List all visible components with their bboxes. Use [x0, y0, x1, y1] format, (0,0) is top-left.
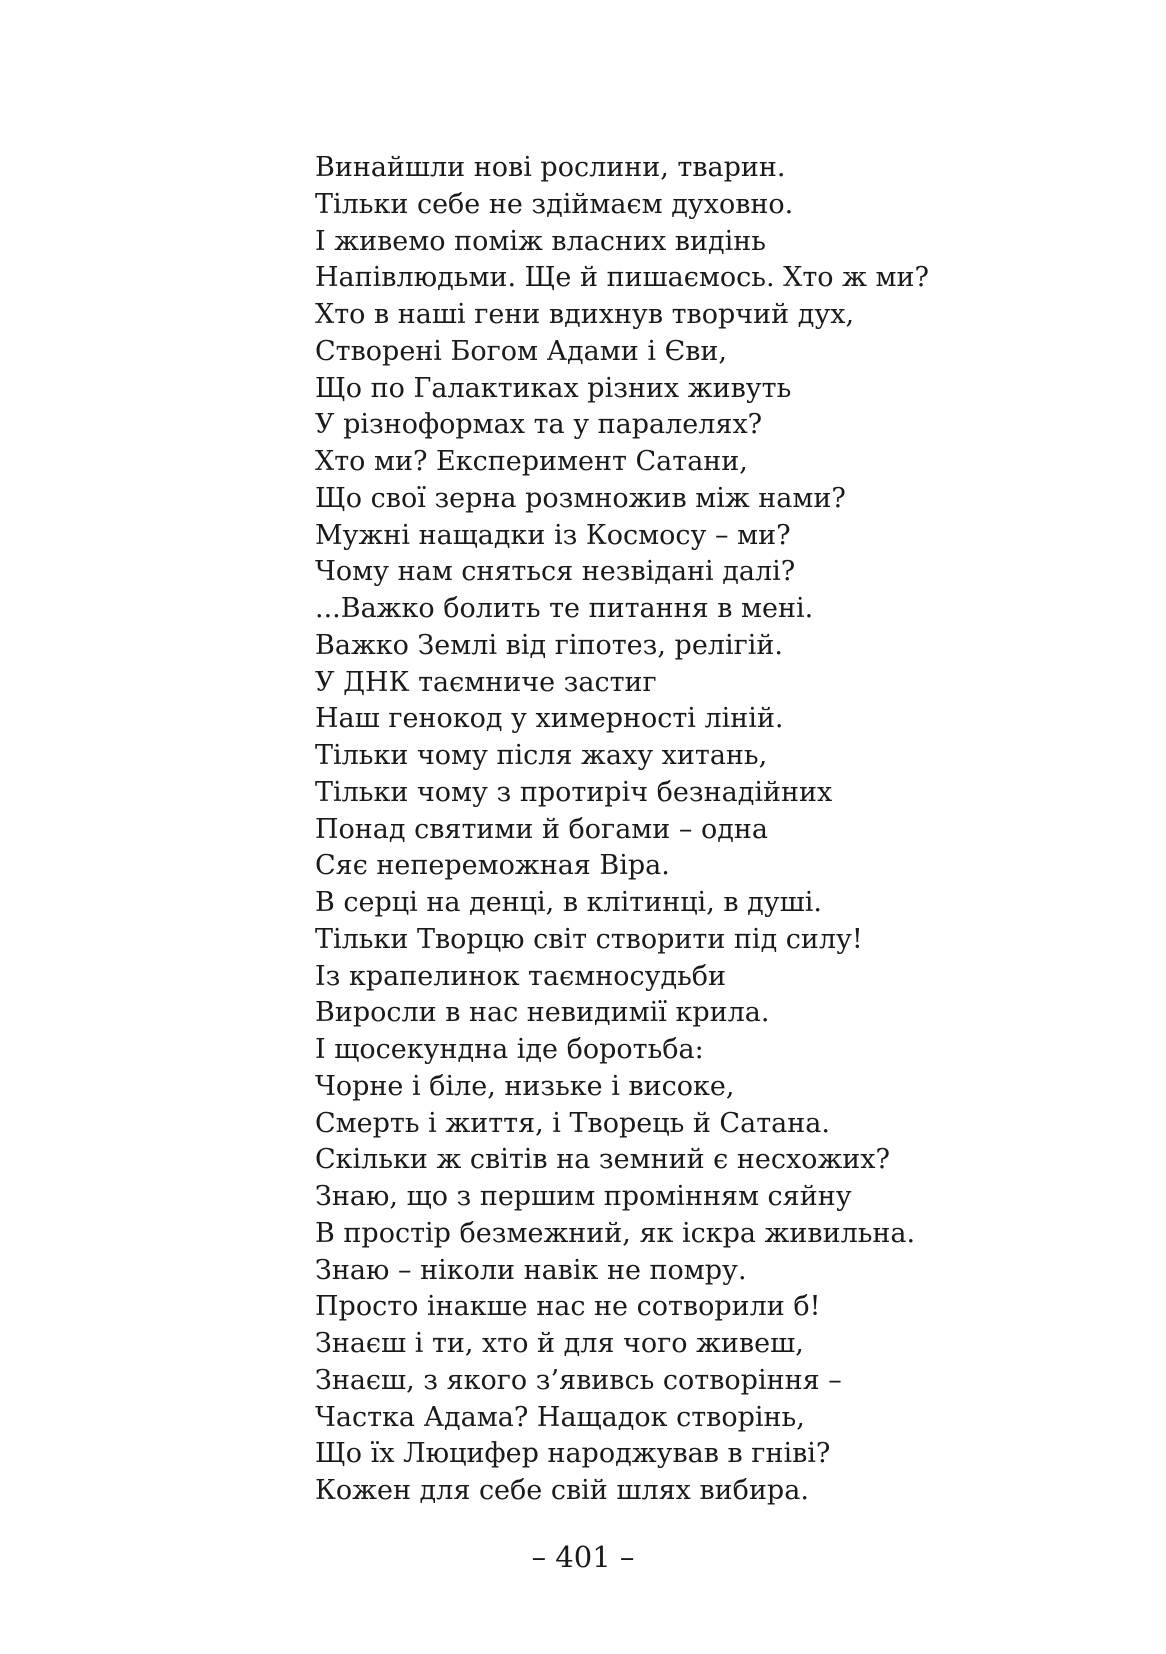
poem-line: Що їх Люцифер народжував в гніві? [315, 1438, 831, 1470]
poem-line: Тільки чому з протиріч безнадійних [315, 776, 833, 808]
poem-line: Важко Землі від гіпотез, релігій. [315, 629, 783, 661]
poem-line: І щосекундна іде боротьба: [315, 1034, 704, 1065]
poem-line: Знаєш і ти, хто й для чого живеш, [315, 1328, 804, 1359]
poem-line: Мужні нащадки із Космосу – ми? [315, 519, 791, 551]
poem-line: Наш генокод у химерності ліній. [315, 703, 784, 735]
poem-line: Напівлюдьми. Ще й пишаємось. Хто ж ми? [315, 262, 930, 294]
poem-line: Хто в наші гени вдихнув творчий дух, [315, 299, 855, 330]
poem-line: Чорне і біле, низьке і високе, [315, 1070, 735, 1102]
poem-line: Понад святими й богами – одна [315, 813, 768, 845]
poem-line: Створені Богом Адами і Єви, [315, 335, 728, 367]
poem-line: Тільки чому після жаху хитань, [315, 740, 768, 771]
poem-line: І живемо поміж власних видінь [315, 225, 766, 257]
poem-line: Тільки себе не здіймаєм духовно. [315, 188, 794, 220]
poem-line: У ДНК таємниче застиг [315, 666, 657, 698]
poem-line: У різноформах та у паралелях? [315, 409, 763, 441]
page-number: – 401 – [531, 1540, 635, 1574]
poem-line: ...Важко болить те питання в мені. [315, 593, 814, 624]
poem-line: Чому нам сняться незвідані далі? [315, 556, 796, 588]
poem-line: Знаєш, з якого з’явивсь сотворіння – [315, 1364, 842, 1396]
poem-line: Тільки Творцю світ створити під силу! [315, 923, 863, 955]
poem-line: Знаю – ніколи навік не помру. [315, 1254, 747, 1286]
poem-line: Що свої зерна розмножив між нами? [315, 482, 846, 514]
poem-line: Сяє непереможная Віра. [315, 850, 670, 882]
poem-text [315, 150, 929, 1510]
poem-line: Просто інакше нас не сотворили б! [315, 1291, 821, 1323]
poem-line: В простір безмежний, як іскра живильна. [315, 1217, 916, 1249]
poem-line: Виросли в нас невидимії крила. [315, 997, 770, 1029]
poem-line: Смерть і життя, і Творець й Сатана. [315, 1107, 830, 1139]
poem-line: Із крапелинок таємносудьби [315, 960, 727, 992]
poem-line: Кожен для себе свій шлях вибира. [315, 1475, 809, 1506]
poem-line: Що по Галактиках різних живуть [315, 372, 792, 404]
poem-line: Винайшли нові рослини, тварин. [315, 152, 786, 183]
poem-line: Хто ми? Експеримент Сатани, [315, 446, 748, 477]
poem-line: Скільки ж світів на земний є несхожих? [315, 1144, 890, 1176]
poem-line: Частка Адама? Нащадок створінь, [315, 1401, 805, 1433]
poem-line: Знаю, що з першим промінням сяйну [315, 1181, 852, 1212]
poem-line: В серці на денці, в клітинці, в душі. [315, 887, 822, 918]
